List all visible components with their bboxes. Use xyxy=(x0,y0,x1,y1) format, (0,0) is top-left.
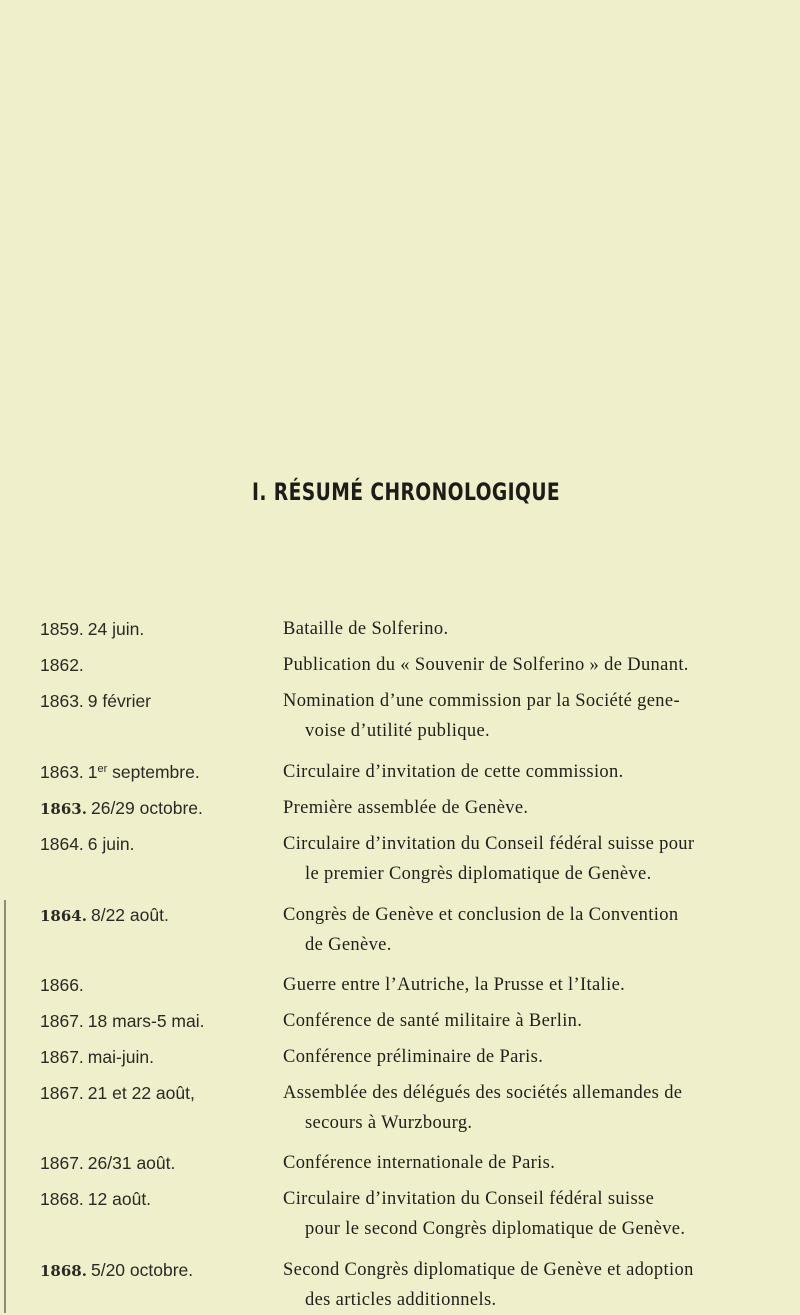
entry-event xyxy=(283,829,723,889)
entry-day: 12 août. xyxy=(87,1189,152,1209)
entry-event-continuation: pour le second Congrès diplomatique de Genève. xyxy=(305,1219,686,1239)
page-title: I. RÉSUMÉ CHRONOLOGIQUE xyxy=(252,478,561,506)
entry-date xyxy=(40,650,88,680)
entry-year: 1863. xyxy=(40,691,84,711)
entry-day: 21 et 22 août, xyxy=(87,1083,195,1103)
entry-event-text: Second Congrès diplomatique de Genève et adoption xyxy=(283,1260,694,1280)
entry-date xyxy=(40,1042,154,1072)
entry-event-text: Première assemblée de Genève. xyxy=(283,798,529,818)
entry-event-text: Conférence préliminaire de Paris. xyxy=(283,1047,544,1067)
entry-event-text: Conférence internationale de Paris. xyxy=(283,1153,556,1173)
entry-year: 1864. xyxy=(40,834,84,854)
entry-date xyxy=(40,614,144,644)
entry-year: 1859. xyxy=(40,619,84,639)
entry-day: 26/29 octobre. xyxy=(90,798,203,818)
entry-event-continuation: de Genève. xyxy=(305,935,392,955)
entry-date xyxy=(40,900,169,931)
entry-day: 8/22 août. xyxy=(90,905,169,925)
entry-event-text: Bataille de Solferino. xyxy=(283,619,449,639)
entry-event xyxy=(283,686,723,746)
entry-event-continuation: secours à Wurzbourg. xyxy=(305,1113,473,1133)
entry-day: 26/31 août. xyxy=(87,1153,176,1173)
entry-event xyxy=(283,614,723,644)
page-edge-shadow xyxy=(4,900,6,1313)
entry-year: 1867. xyxy=(40,1083,84,1103)
entry-event xyxy=(283,1042,723,1072)
entry-year: 1867. xyxy=(40,1047,84,1067)
entry-event-text: Nomination d’une commission par la Société gene- xyxy=(283,691,680,711)
entry-event-text: Circulaire d’invitation de cette commission. xyxy=(283,762,624,782)
entry-event xyxy=(283,757,723,787)
entry-day: 18 mars-5 mai. xyxy=(87,1011,205,1031)
entry-year: 1867. xyxy=(40,1011,84,1031)
entry-year: 1863. xyxy=(40,800,87,818)
entry-day: 9 février xyxy=(87,691,152,711)
entry-date xyxy=(40,1148,175,1178)
entry-event xyxy=(283,1006,723,1036)
entry-date xyxy=(40,1078,195,1108)
entry-date xyxy=(40,757,200,787)
entry-event xyxy=(283,1184,723,1244)
entry-event-text: Guerre entre l’Autriche, la Prusse et l’Italie. xyxy=(283,975,626,995)
entry-event xyxy=(283,970,723,1000)
entry-event-continuation: le premier Congrès diplomatique de Genève. xyxy=(305,864,652,884)
entry-event-text: Publication du « Souvenir de Solferino » de Dunant. xyxy=(283,655,689,675)
entry-day: 24 juin. xyxy=(87,619,145,639)
entry-year: 1863. xyxy=(40,762,84,782)
entry-event xyxy=(283,793,723,823)
entry-year: 1866. xyxy=(40,975,84,995)
entry-event-continuation: voise d’utilité publique. xyxy=(305,721,490,741)
entry-event-text: Circulaire d’invitation du Conseil fédéral suisse pour xyxy=(283,834,695,854)
entry-date xyxy=(40,1184,151,1214)
entry-date xyxy=(40,1255,193,1286)
entry-event xyxy=(283,900,723,960)
entry-day-number: 1 xyxy=(87,762,98,782)
entry-day: mai-juin. xyxy=(87,1047,154,1067)
entry-day: 6 juin. xyxy=(87,834,135,854)
entry-date xyxy=(40,793,203,824)
entry-date xyxy=(40,829,135,859)
entry-event xyxy=(283,1078,723,1138)
entry-event-text: Assemblée des délégués des sociétés allemandes de xyxy=(283,1083,683,1103)
entry-event-text: Circulaire d’invitation du Conseil fédéral suisse xyxy=(283,1189,655,1209)
entry-date xyxy=(40,1006,205,1036)
entry-event-continuation: des articles additionnels. xyxy=(305,1290,497,1310)
entry-year: 1868. xyxy=(40,1189,84,1209)
entry-date xyxy=(40,686,151,716)
entry-month: septembre. xyxy=(107,762,200,782)
entry-day-ordinal: er xyxy=(97,763,108,775)
entry-date xyxy=(40,970,88,1000)
entry-year: 1862. xyxy=(40,655,84,675)
entry-event-text: Congrès de Genève et conclusion de la Convention xyxy=(283,905,679,925)
entry-event-text: Conférence de santé militaire à Berlin. xyxy=(283,1011,583,1031)
entry-event xyxy=(283,1255,723,1315)
entry-event xyxy=(283,650,723,680)
entry-event xyxy=(283,1148,723,1178)
entry-year: 1867. xyxy=(40,1153,84,1173)
entry-year: 1864. xyxy=(40,907,87,925)
entry-year: 1868. xyxy=(40,1262,87,1280)
entry-day: 5/20 octobre. xyxy=(90,1260,194,1280)
